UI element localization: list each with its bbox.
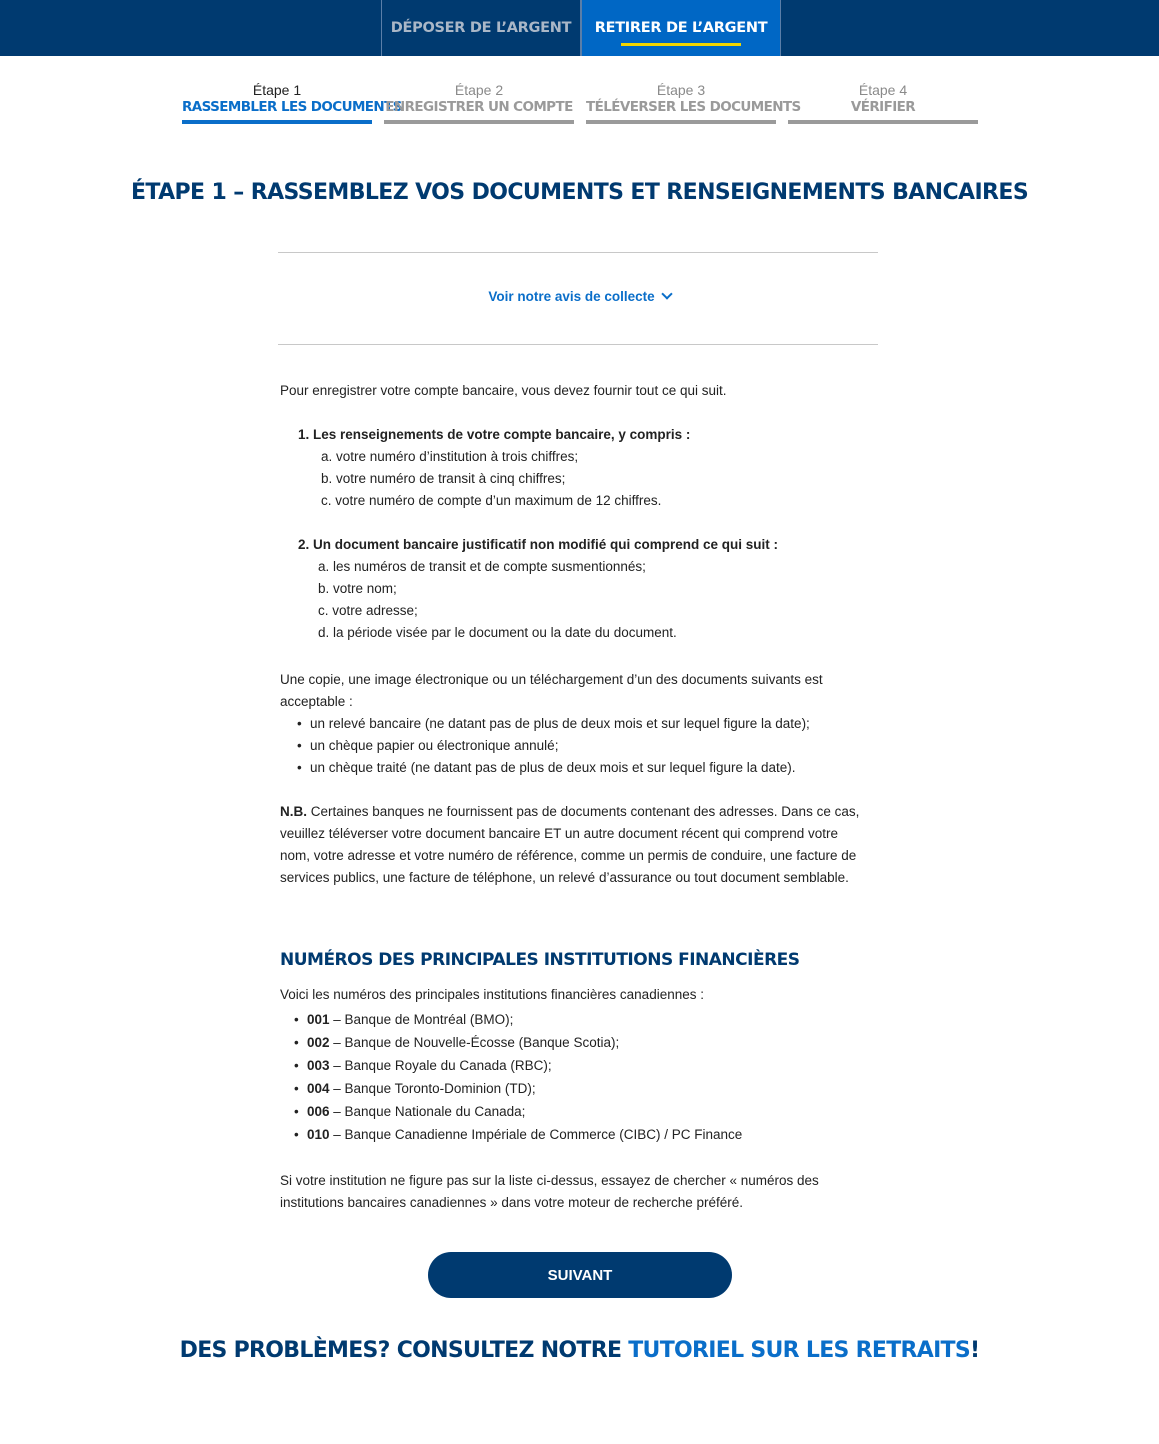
step-bar [182,120,372,124]
help-callout [0,1338,1159,1363]
list-item: • un relevé bancaire (ne datant pas de plus de deux mois et sur lequel figure la date); [280,713,850,735]
list-item: c. votre adresse; [318,603,418,618]
help-callout-prefix: DES PROBLÈMES? CONSULTEZ NOTRE [179,1338,629,1363]
help-callout-suffix: ! [970,1338,980,1363]
institution-footnote: Si votre institution ne figure pas sur la liste ci-dessus, essayez de chercher « numéros des institutions bancaires canadiennes » dans votre moteur de recherche préféré. [280,1173,819,1210]
intro-text: Pour enregistrer votre compte bancaire, vous devez fournir tout ce qui suit. [280,383,727,398]
step-4-verify[interactable] [788,82,978,124]
top-navigation-bar [0,0,1159,56]
institution-code: 001 [307,1012,330,1027]
acceptable-documents [280,669,850,779]
list-item: d. la période visée par le document ou la date du document. [318,625,677,640]
list-item: b. votre nom; [318,581,397,596]
list-item: • un chèque traité (ne datant pas de plus de deux mois et sur lequel figure la date). [280,757,850,779]
institution-item [280,1008,860,1031]
collection-notice-label: Voir notre avis de collecte [488,289,655,304]
institution-name: – Banque Royale du Canada (RBC); [329,1058,552,1073]
institution-code: 003 [307,1058,330,1073]
list-item: a. les numéros de transit et de compte susmentionnés; [318,559,646,574]
nb-text: Certaines banques ne fournissent pas de documents contenant des adresses. Dans ce cas, veuillez téléverser votre document bancaire ET un autre document récent qui comprend votre nom, votre adresse et votre numéro de référence, comme un permis de conduire, une facture de services publics, une facture de téléphone, un relevé d’assurance ou tout document semblable. [280,804,860,885]
institution-name: – Banque Toronto-Dominion (TD); [329,1081,536,1096]
step-number: Étape 4 [858,82,908,98]
list-item: c. votre numéro de compte d’un maximum de 12 chiffres. [321,493,662,508]
acceptable-documents-list [280,713,850,779]
step-label: ENREGISTRER UN COMPTE [385,99,573,115]
nb-label: N.B. [280,804,307,819]
step-number: Étape 3 [656,82,706,98]
tab-deposit-money[interactable] [381,0,581,56]
step-number: Étape 1 [252,82,302,98]
bank-info-list [298,424,878,512]
tab-withdraw-label: RETIRER DE L’ARGENT [594,20,768,36]
list-item: b. votre numéro de transit à cinq chiffres; [321,471,566,486]
institution-code: 002 [307,1035,330,1050]
step-label: RASSEMBLER LES DOCUMENTS [182,99,402,115]
divider [278,252,878,253]
institution-name: – Banque de Montréal (BMO); [329,1012,514,1027]
institution-name: – Banque de Nouvelle-Écosse (Banque Scotia); [329,1035,620,1050]
list-item: a. votre numéro d’institution à trois chiffres; [321,449,579,464]
collection-notice-toggle[interactable] [0,289,1159,304]
page-title: ÉTAPE 1 – RASSEMBLEZ VOS DOCUMENTS ET RENSEIGNEMENTS BANCAIRES [130,180,1029,205]
institution-item [280,1100,860,1123]
supporting-document-heading: 2. Un document bancaire justificatif non modifié qui comprend ce qui suit : [298,537,779,552]
acceptable-documents-text: Une copie, une image électronique ou un téléchargement d’un des documents suivants est acceptable : [280,672,823,709]
step-progress [182,82,978,124]
step-bar [788,120,978,124]
bank-info-heading: 1. Les renseignements de votre compte bancaire, y compris : [298,427,691,442]
step-bar [384,120,574,124]
institution-code: 006 [307,1104,330,1119]
step-2-register-account[interactable] [384,82,574,124]
step-label: VÉRIFIER [850,99,916,115]
institution-code: 004 [307,1081,330,1096]
active-tab-indicator [621,43,741,46]
tab-withdraw-money[interactable] [581,0,781,56]
institutions-heading: NUMÉROS DES PRINCIPALES INSTITUTIONS FINANCIÈRES [280,950,800,970]
institution-list [280,1008,860,1146]
withdrawal-tutorial-link[interactable]: TUTORIEL SUR LES RETRAITS [628,1338,971,1363]
institutions-intro: Voici les numéros des principales institutions financières canadiennes : [280,987,704,1002]
divider [278,344,878,345]
institution-item [280,1077,860,1100]
step-label: TÉLÉVERSER LES DOCUMENTS [586,99,801,115]
next-button[interactable]: SUIVANT [428,1252,732,1298]
step-1-gather-documents[interactable] [182,82,402,124]
step-3-upload-documents[interactable] [586,82,801,124]
nb-note [280,801,860,889]
list-item: • un chèque papier ou électronique annulé; [280,735,850,757]
institution-item [280,1054,860,1077]
tab-deposit-label: DÉPOSER DE L’ARGENT [390,20,572,36]
chevron-down-icon [661,288,672,299]
institution-name: – Banque Canadienne Impériale de Commerce (CIBC) / PC Finance [329,1127,743,1142]
supporting-document-list [298,534,878,644]
step-number: Étape 2 [454,82,504,98]
institution-code: 010 [307,1127,330,1142]
institution-item [280,1031,860,1054]
step-bar [586,120,776,124]
institution-name: – Banque Nationale du Canada; [329,1104,526,1119]
institution-item [280,1123,860,1146]
